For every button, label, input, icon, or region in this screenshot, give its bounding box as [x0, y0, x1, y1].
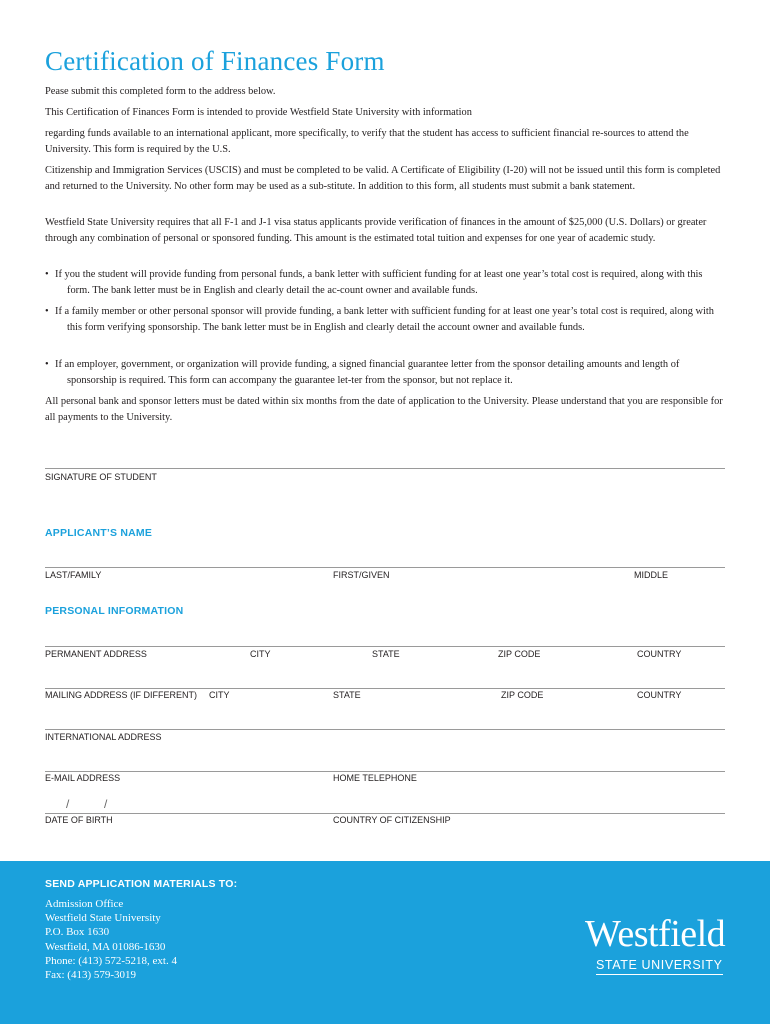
name-field[interactable] [45, 567, 725, 568]
bullet-icon: • [45, 306, 49, 317]
intro-paragraph-2: This Certification of Finances Form is intended to provide Westfield State University with information [45, 107, 472, 118]
international-address-field[interactable] [45, 729, 725, 730]
first-name-label: FIRST/GIVEN [333, 570, 390, 580]
westfield-logo: Westfield [585, 913, 726, 955]
address-line: P.O. Box 1630 [45, 926, 110, 939]
bullet-item: • If a family member or other personal sponsor will provide funding, a bank letter with sufficient funding for at least one year’s total cost is required, along with this form verifying sponsorship. The bank letter must be in English and clearly detail the account owner and available funds. [45, 306, 714, 333]
permanent-address-label: PERMANENT ADDRESS [45, 649, 147, 659]
mailing-address-block [45, 897, 177, 982]
applicant-name-heading: APPLICANT’S NAME [45, 527, 153, 539]
email-label: E-MAIL ADDRESS [45, 773, 121, 783]
mailing-address-label: MAILING ADDRESS (IF DIFFERENT) [45, 690, 198, 700]
logo-divider [596, 974, 723, 975]
intro-paragraph-4: Citizenship and Immigration Services (USCIS) and must be completed to be valid. A Certificate of Eligibility (I-20) will not be issued until this form is completed and returned to the University. No other form may be used as a sub-stitute. In addition to this form, all students must submit a bank statement. [45, 165, 721, 192]
zip-label: ZIP CODE [498, 649, 541, 659]
international-address-label: INTERNATIONAL ADDRESS [45, 732, 162, 742]
bullet-icon: • [45, 359, 49, 370]
last-name-label: LAST/FAMILY [45, 570, 102, 580]
intro-paragraph-3: regarding funds available to an international applicant, more specifically, to verify that the student has access to sufficient financial re-sources to attend the University. This form is required by the U.S. [45, 128, 689, 155]
address-line: Phone: (413) 572-5218, ext. 4 [45, 954, 177, 967]
bullet-icon: • [45, 269, 49, 280]
date-separator: / [66, 797, 70, 811]
city-label: CITY [250, 649, 271, 659]
country-label: COUNTRY [637, 649, 682, 659]
personal-info-heading: PERSONAL INFORMATION [45, 605, 184, 617]
dob-citizenship-field[interactable] [45, 813, 725, 814]
home-telephone-label: HOME TELEPHONE [333, 773, 417, 783]
zip-label: ZIP CODE [501, 690, 544, 700]
page-title: Certification of Finances Form [45, 46, 385, 76]
date-separator: / [104, 797, 108, 811]
bullet-item: • If an employer, government, or organization will provide funding, a signed financial guarantee letter from the sponsor detailing amounts and length of sponsorship is required. This form can accompany the guarantee let-ter from the sponsor, but not replace it. [45, 359, 680, 386]
country-label: COUNTRY [637, 690, 682, 700]
signature-label: SIGNATURE OF STUDENT [45, 472, 157, 482]
state-label: STATE [372, 649, 400, 659]
email-phone-field[interactable] [45, 771, 725, 772]
signature-field[interactable] [45, 468, 725, 469]
bullet-item: • If you the student will provide funding from personal funds, a bank letter with sufficient funding for at least one year’s total cost is required, along with this form. The bank letter must be in English and clearly detail the ac-count owner and available funds. [45, 269, 703, 296]
footer-heading: SEND APPLICATION MATERIALS TO: [45, 878, 238, 890]
date-of-birth-label: DATE OF BIRTH [45, 815, 113, 825]
mailing-address-field[interactable] [45, 688, 725, 689]
intro-paragraph-5: Westfield State University requires that all F-1 and J-1 visa status applicants provide verification of finances in the amount of $25,000 (U.S. Dollars) or greater through any combination of personal or sponsored funding. This amount is the estimated total tuition and expenses for one year of academic study. [45, 217, 707, 244]
address-line: Westfield State University [45, 912, 161, 925]
city-label: CITY [209, 690, 230, 700]
address-line: Fax: (413) 579-3019 [45, 969, 137, 982]
address-line: Admission Office [45, 898, 124, 910]
intro-paragraph-1: Pease submit this completed form to the address below. [45, 86, 276, 97]
permanent-address-field[interactable] [45, 646, 725, 647]
logo-subtitle: STATE UNIVERSITY [596, 958, 723, 972]
state-label: STATE [333, 690, 361, 700]
intro-paragraph-6: All personal bank and sponsor letters must be dated within six months from the date of application to the University. Please understand that you are responsible for all payments to the University. [45, 396, 723, 423]
address-line: Westfield, MA 01086-1630 [45, 940, 166, 953]
middle-name-label: MIDDLE [634, 570, 669, 580]
citizenship-label: COUNTRY OF CITIZENSHIP [333, 815, 451, 825]
